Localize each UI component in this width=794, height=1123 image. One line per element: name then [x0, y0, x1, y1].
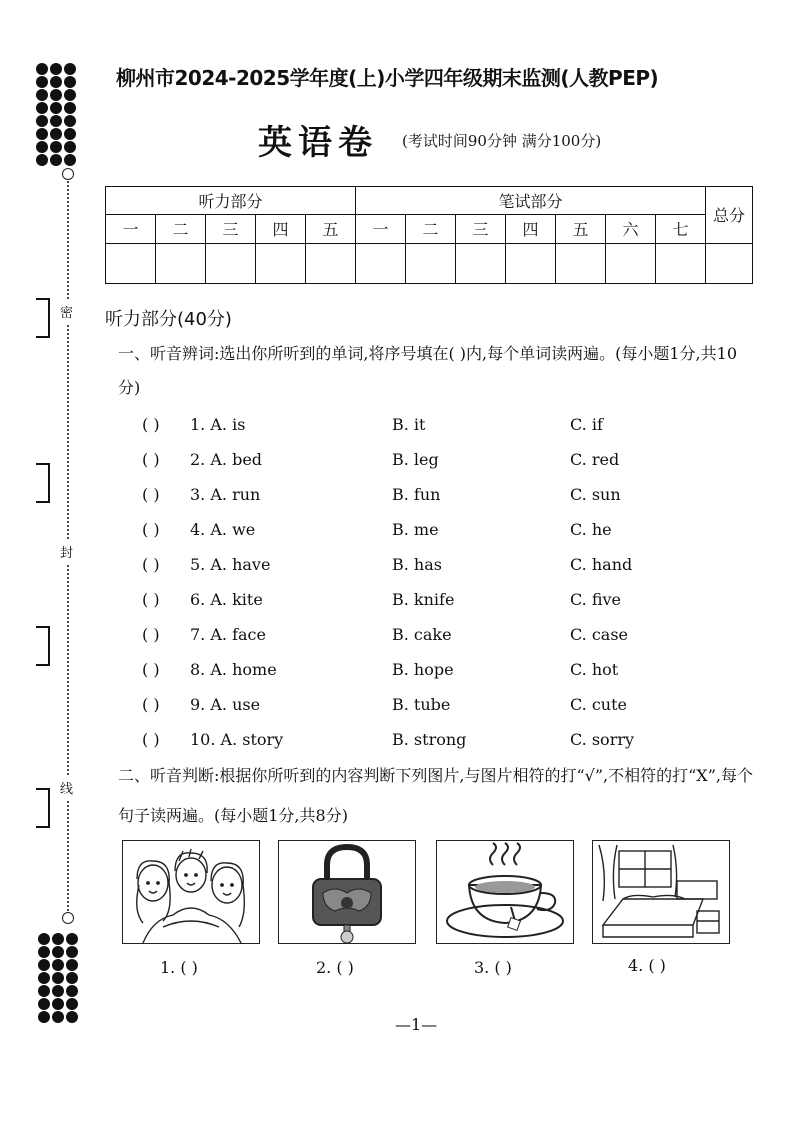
score-cell[interactable] — [606, 243, 656, 283]
score-col: 四 — [506, 215, 556, 243]
option-b: B. hope — [392, 660, 454, 679]
option-b: B. strong — [392, 730, 467, 749]
option-c: C. sun — [570, 485, 621, 504]
answer-blank[interactable]: ( ) — [142, 520, 160, 539]
section-title: 听力部分(40分) — [105, 309, 232, 330]
score-cell[interactable] — [256, 243, 306, 283]
score-table — [105, 186, 753, 284]
picture-padlock — [278, 840, 416, 944]
option-a: 4. A. we — [190, 520, 256, 539]
option-c: C. he — [570, 520, 612, 539]
score-cell[interactable] — [356, 243, 406, 283]
answer-blank[interactable]: ( ) — [142, 660, 160, 679]
option-c: C. case — [570, 625, 629, 644]
score-col: 二 — [156, 215, 206, 243]
score-col: 七 — [656, 215, 706, 243]
lock-icon — [279, 841, 415, 943]
page-number: —1— — [395, 1015, 438, 1034]
score-col: 六 — [606, 215, 656, 243]
three-girls-icon — [123, 841, 259, 943]
margin-bracket — [36, 626, 50, 666]
option-a: 9. A. use — [190, 695, 261, 714]
option-c: C. five — [570, 590, 622, 609]
option-a: 10. A. story — [190, 730, 284, 749]
option-b: B. fun — [392, 485, 441, 504]
picture-tea — [436, 840, 574, 944]
option-a: 3. A. run — [190, 485, 261, 504]
option-a: 2. A. bed — [190, 450, 263, 469]
score-cell[interactable] — [306, 243, 356, 283]
score-cell[interactable] — [656, 243, 706, 283]
score-cell[interactable] — [106, 243, 156, 283]
margin-bracket — [36, 463, 50, 503]
part2-instruction: 二、听音判断:根据你所听到的内容判断下列图片,与图片相符的打“√”,不相符的打“X”,每个句子读两遍。(每小题1分,共8分) — [118, 766, 753, 825]
option-a: 5. A. have — [190, 555, 271, 574]
answer-blank[interactable]: ( ) — [142, 730, 160, 749]
option-c: C. hand — [570, 555, 633, 574]
score-col: 一 — [106, 215, 156, 243]
score-cell[interactable] — [156, 243, 206, 283]
listening-header: 听力部分 — [106, 187, 356, 215]
score-col: 五 — [556, 215, 606, 243]
score-cell-total[interactable] — [706, 243, 753, 283]
option-a: 7. A. face — [190, 625, 266, 644]
exam-title: 柳州市2024-2025学年度(上)小学四年级期末监测(人教PEP) — [116, 66, 659, 90]
answer-blank[interactable]: ( ) — [142, 555, 160, 574]
option-a: 8. A. home — [190, 660, 277, 679]
option-b: B. tube — [392, 695, 451, 714]
score-cell[interactable] — [556, 243, 606, 283]
score-col: 五 — [306, 215, 356, 243]
writing-header: 笔试部分 — [356, 187, 706, 215]
picture-girls — [122, 840, 260, 944]
subject-title: 英语卷 — [258, 123, 378, 163]
option-b: B. it — [392, 415, 426, 434]
answer-blank[interactable]: ( ) — [142, 590, 160, 609]
bedroom-icon — [593, 841, 729, 943]
picture-answer-4[interactable]: 4. ( ) — [628, 956, 666, 975]
answer-blank[interactable]: ( ) — [142, 450, 160, 469]
option-b: B. me — [392, 520, 439, 539]
margin-label-feng: 封 — [60, 540, 73, 563]
option-b: B. knife — [392, 590, 455, 609]
score-col: 二 — [406, 215, 456, 243]
score-cell[interactable] — [406, 243, 456, 283]
score-cell[interactable] — [506, 243, 556, 283]
answer-blank[interactable]: ( ) — [142, 415, 160, 434]
option-a: 6. A. kite — [190, 590, 263, 609]
picture-answer-1[interactable]: 1. ( ) — [160, 958, 198, 977]
option-c: C. red — [570, 450, 620, 469]
margin-bracket — [36, 298, 50, 338]
margin-label-mi: 密 — [60, 300, 73, 323]
total-header: 总分 — [706, 187, 753, 244]
score-cell[interactable] — [206, 243, 256, 283]
picture-answer-3[interactable]: 3. ( ) — [474, 958, 512, 977]
option-c: C. if — [570, 415, 603, 434]
score-col: 三 — [456, 215, 506, 243]
option-c: C. sorry — [570, 730, 635, 749]
answer-blank[interactable]: ( ) — [142, 485, 160, 504]
option-b: B. cake — [392, 625, 452, 644]
picture-bedroom — [592, 840, 730, 944]
score-col: 一 — [356, 215, 406, 243]
binding-dots-bottom — [38, 933, 80, 1024]
picture-answer-2[interactable]: 2. ( ) — [316, 958, 354, 977]
answer-blank[interactable]: ( ) — [142, 695, 160, 714]
margin-bracket — [36, 788, 50, 828]
margin-label-xian: 线 — [60, 776, 73, 799]
part1-instruction: 一、听音辨词:选出你所听到的单词,将序号填在( )内,每个单词读两遍。(每小题1分,共10分) — [118, 344, 738, 397]
binding-dots-top — [36, 63, 78, 167]
option-b: B. leg — [392, 450, 439, 469]
score-col: 三 — [206, 215, 256, 243]
option-b: B. has — [392, 555, 442, 574]
answer-blank[interactable]: ( ) — [142, 625, 160, 644]
exam-info: (考试时间90分钟 满分100分) — [402, 132, 602, 150]
seal-line-circle-bottom — [62, 912, 74, 924]
option-c: C. hot — [570, 660, 619, 679]
score-cell[interactable] — [456, 243, 506, 283]
option-a: 1. A. is — [190, 415, 246, 434]
option-c: C. cute — [570, 695, 628, 714]
score-col: 四 — [256, 215, 306, 243]
seal-line-circle-top — [62, 168, 74, 180]
tea-cup-icon — [437, 841, 573, 943]
